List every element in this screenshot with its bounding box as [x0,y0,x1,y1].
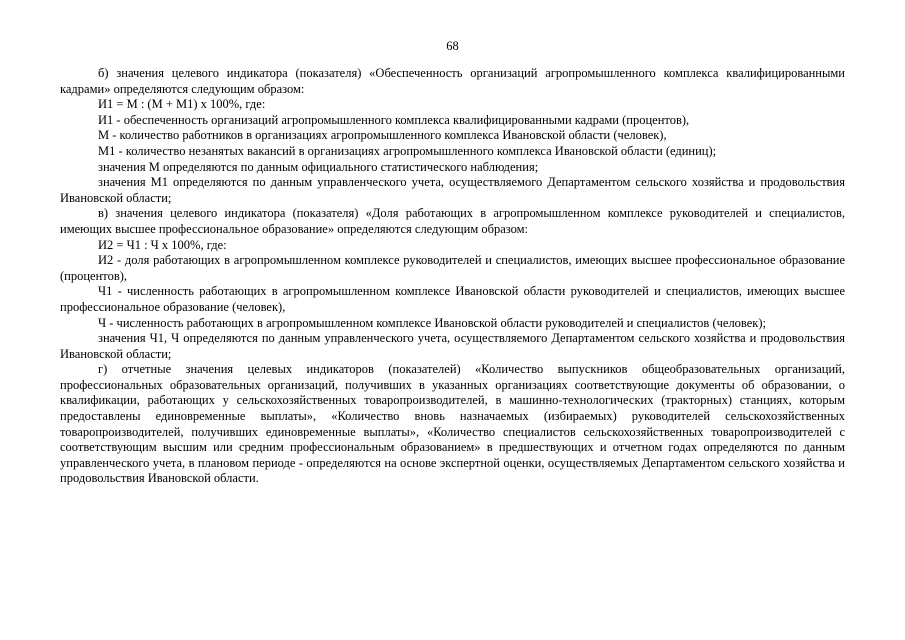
source-ch: значения Ч1, Ч определяются по данным управленческого учета, осуществляемого Департаментом сельского хозяйства и продовольствия Ивановской области; [60,331,845,361]
paragraph-g: г) отчетные значения целевых индикаторов (показателей) «Количество выпускников общеобразовательных организаций, профессиональных образовательных организаций, получивших в указанных организациях соответствующие документы об образовании, о квалификации, работающих у сельскохозяйственных товаропроизводителей, в машинно-технологических (тракторных) станциях, которым предоставлены единовременные выплаты», «Количество вновь назначаемых (избираемых) руководителей сельскохозяйственных товаропроизводителей, получивших единовременные выплаты», «Количество специалистов сельскохозяйственных товаропроизводителей с соответствующим высшим или средним профессиональным образованием» в предшествующих и отчетном годах определяются по данным управленческого учета, в плановом периоде - определяются на основе экспертной оценки, осуществляемых Департаментом сельского хозяйства и продовольствия Ивановской области. [60,362,845,486]
source-m1: значения М1 определяются по данным управленческого учета, осуществляемого Департаментом сельского хозяйства и продовольствия Ивановской области; [60,175,845,205]
source-m: значения М определяются по данным официального статистического наблюдения; [98,159,539,174]
definition-m: М - количество работников в организациях агропромышленного комплекса Ивановской области (человек), [98,128,667,143]
formula-i1: И1 = М : (М + М1) x 100%, где: [98,97,266,112]
definition-i2: И2 - доля работающих в агропромышленном комплексе руководителей и специалистов, имеющих высшее профессиональное образование (процентов), [60,253,845,283]
definition-ch: Ч - численность работающих в агропромышленном комплексе Ивановской области руководителей и специалистов (человек); [98,315,767,330]
paragraph-v-intro: в) значения целевого индикатора (показателя) «Доля работающих в агропромышленном комплексе руководителей и специалистов, имеющих высшее профессиональное образование» определяются следующим образом: [60,206,845,236]
document-body [60,66,845,487]
definition-i1: И1 - обеспеченность организаций агропромышленного комплекса квалифицированными кадрами (процентов), [98,112,690,127]
definition-m1: М1 - количество незанятых вакансий в организациях агропромышленного комплекса Ивановской области (единиц); [98,143,717,158]
paragraph-b-intro: б) значения целевого индикатора (показателя) «Обеспеченность организаций агропромышленного комплекса квалифицированными кадрами» определяются следующим образом: [60,66,845,96]
page-number: 68 [446,39,459,53]
definition-ch1: Ч1 - численность работающих в агропромышленном комплексе Ивановской области руководителей и специалистов, имеющих высшее профессиональное образование (человек), [60,284,845,314]
formula-i2: И2 = Ч1 : Ч x 100%, где: [98,237,227,252]
